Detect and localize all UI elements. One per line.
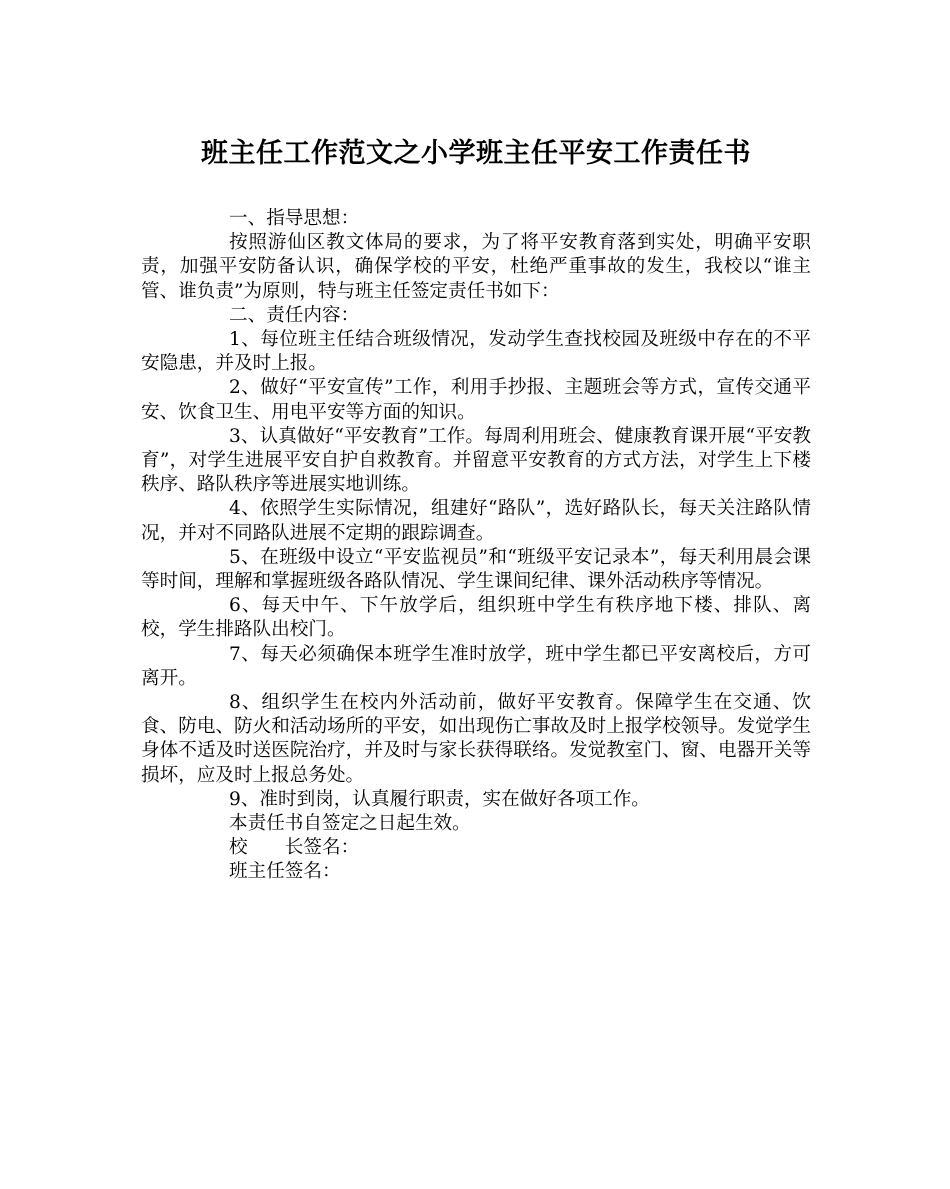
principal-signature-line: 校 长签名： <box>229 837 360 859</box>
section-heading-responsibilities: 二、责任内容： <box>229 304 360 326</box>
responsibility-item-6: 6、每天中午、下午放学后，组织班中学生有秩序地下楼、排队、离校，学生排路队出校门。 <box>141 595 811 641</box>
responsibility-item-3: 3、认真做好“平安教育”工作。每周利用班会、健康教育课开展“平安教育”，对学生进展平安自护自救教育。并留意平安教育的方式方法，对学生上下楼秩序、路队秩序等进展实地训练。 <box>141 425 811 496</box>
responsibility-item-1: 1、每位班主任结合班级情况，发动学生查找校园及班级中存在的不平安隐患，并及时上报。 <box>141 329 811 375</box>
responsibility-item-4: 4、依照学生实际情况，组建好“路队”，选好路队长，每天关注路队情况，并对不同路队进展不定期的跟踪调查。 <box>141 498 811 544</box>
document-title: 班主任工作范文之小学班主任平安工作责任书 <box>201 138 751 169</box>
paragraph-intro: 按照游仙区教文体局的要求，为了将平安教育落到实处，明确平安职责，加强平安防备认识，确保学校的平安，杜绝严重事故的发生，我校以“谁主管、谁负责”为原则，特与班主任签定责任书如下： <box>141 232 811 302</box>
section-heading-guiding-idea: 一、指导思想： <box>229 208 360 229</box>
teacher-signature-line: 班主任签名： <box>229 861 341 883</box>
document-body <box>141 207 811 885</box>
responsibility-item-2: 2、做好“平安宣传”工作，利用手抄报、主题班会等方式，宣传交通平安、饮食卫生、用电平安等方面的知识。 <box>141 377 811 423</box>
responsibility-item-5: 5、在班级中设立“平安监视员”和“班级平安记录本”，每天利用晨会课等时间，理解和掌握班级各路队情况、学生课间纪律、课外活动秩序等情况。 <box>141 546 811 593</box>
responsibility-item-7: 7、每天必须确保本班学生准时放学，班中学生都已平安离校后，方可离开。 <box>141 643 811 689</box>
responsibility-item-8: 8、组织学生在校内外活动前，做好平安教育。保障学生在交通、饮食、防电、防火和活动场所的平安，如出现伤亡事故及时上报学校领导。发觉学生身体不适及时送医院治疗，并及时与家长获得联络。发觉教室门、窗、电器开关等损坏，应及时上报总务处。 <box>141 692 811 786</box>
responsibility-item-9: 9、准时到岗，认真履行职责，实在做好各项工作。 <box>229 788 650 810</box>
effective-statement: 本责任书自签定之日起生效。 <box>229 813 471 835</box>
